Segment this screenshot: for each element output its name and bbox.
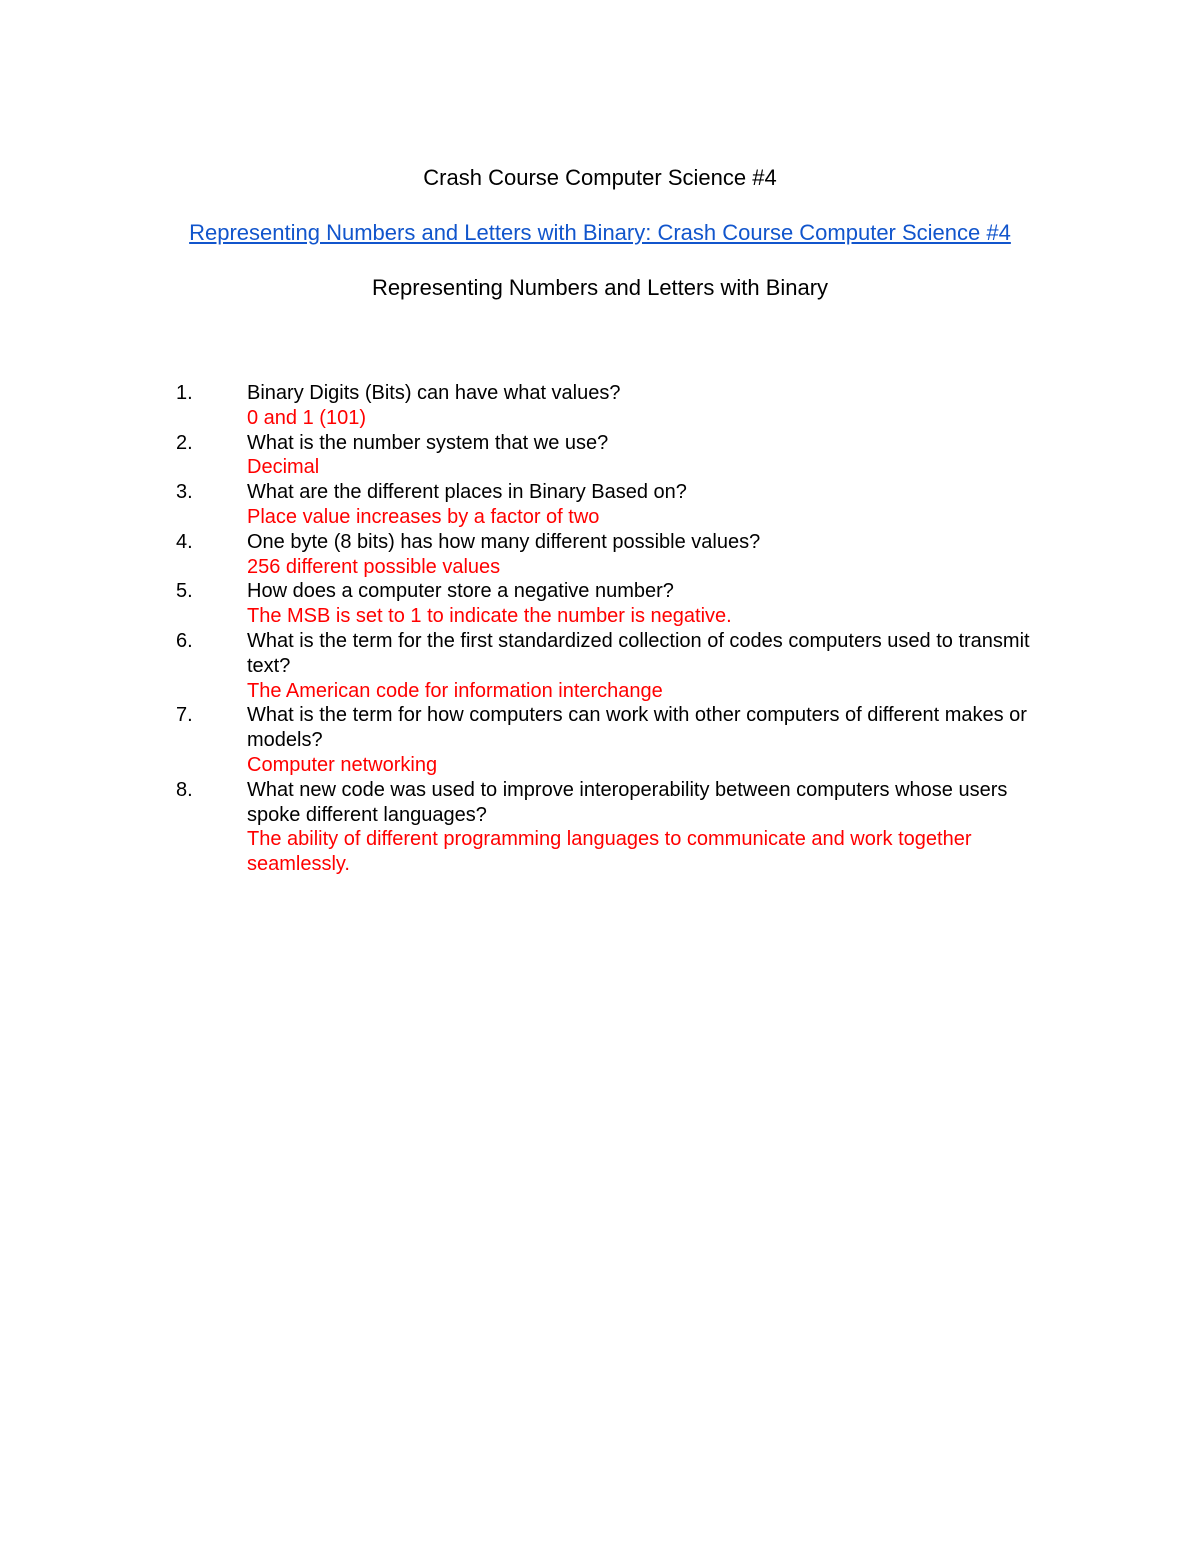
document-title: Crash Course Computer Science #4 [423,165,777,190]
question-item [176,431,1046,481]
question-number: 1. [176,382,193,404]
question-number: 5. [176,580,193,603]
question-text: What is the term for the first standardized collection of codes computers used to transmit text? [247,629,1030,677]
question-number: 2. [176,431,193,454]
question-item [176,530,1046,580]
question-text: How does a computer store a negative number? [247,580,674,603]
question-body [247,579,1046,629]
answer-text: The American code for information interchange [247,679,663,702]
question-text: What are the different places in Binary Based on? [247,481,687,504]
answer-text: Place value increases by a factor of two [247,505,600,528]
document-subtitle: Representing Numbers and Letters with Binary [371,275,829,300]
question-number: 8. [176,778,193,801]
video-link-line [0,219,1200,247]
question-list [176,381,1046,877]
question-text: What is the term for how computers can work with other computers of different makes or models? [247,704,1027,752]
question-body [247,480,1046,530]
question-item [176,480,1046,530]
question-item [176,703,1046,777]
question-item [176,381,1046,431]
video-link[interactable]: Representing Numbers and Letters with Binary: Crash Course Computer Science #4 [189,220,1011,245]
question-item [176,629,1046,703]
question-number: 7. [176,704,193,727]
question-text: What is the number system that we use? [247,431,609,454]
question-number: 6. [176,629,193,652]
question-text: Binary Digits (Bits) can have what values? [247,382,621,404]
answer-text: 256 different possible values [247,555,501,578]
question-number: 3. [176,481,193,504]
question-number: 4. [176,530,193,553]
question-body [247,629,1046,703]
question-body [247,381,1046,431]
answer-text: The ability of different programming languages to communicate and work together seamlessly. [247,828,972,876]
question-item [176,579,1046,629]
question-item [176,778,1046,877]
answer-text: Computer networking [247,753,438,776]
answer-text: 0 and 1 (101) [247,406,366,429]
question-text: One byte (8 bits) has how many different possible values? [247,530,761,553]
question-body [247,530,1046,580]
question-text: What new code was used to improve interoperability between computers whose users spoke different languages? [247,778,1008,826]
question-body [247,431,1046,481]
question-body [247,703,1046,777]
question-body [247,778,1046,877]
answer-text: The MSB is set to 1 to indicate the number is negative. [247,605,732,628]
answer-text: Decimal [247,456,320,479]
